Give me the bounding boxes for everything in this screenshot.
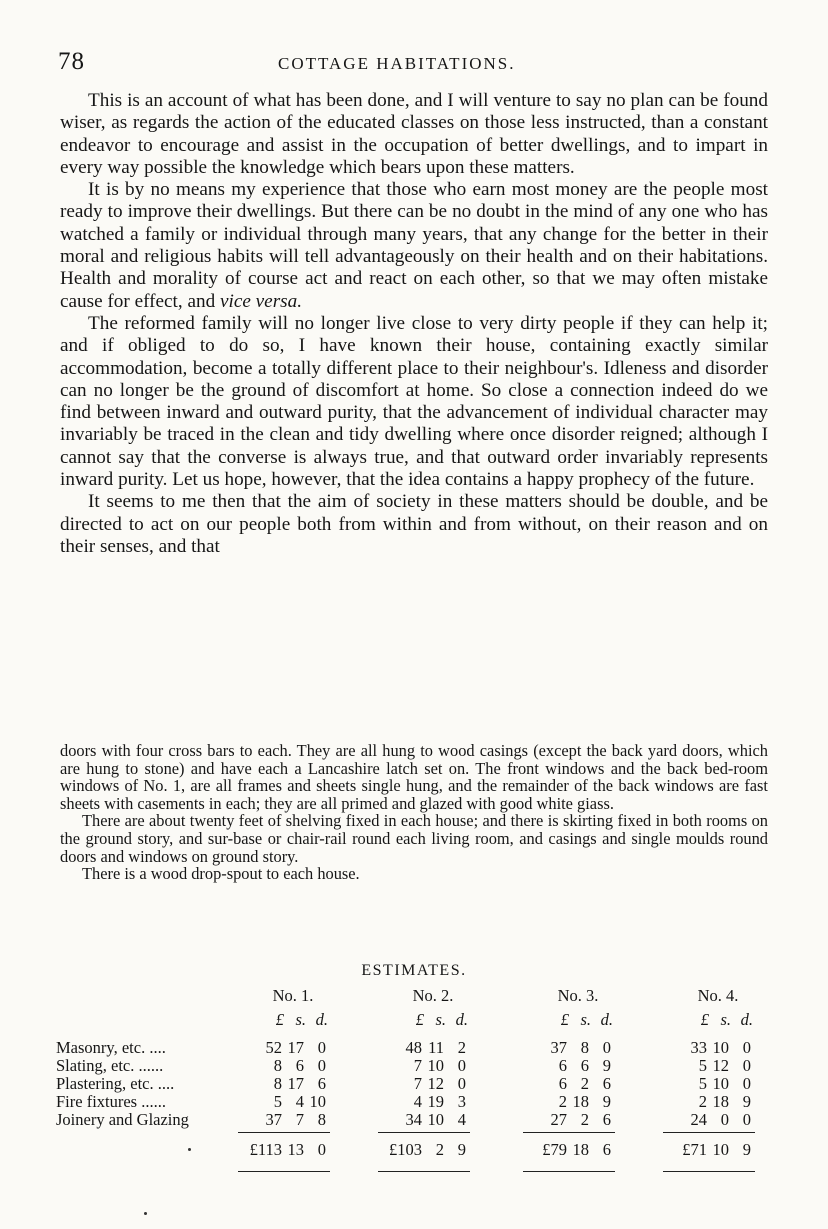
amount-cell: 5 — [273, 1092, 282, 1111]
estimates-title — [0, 962, 828, 980]
page-header — [58, 48, 770, 76]
column-header: No. 2. — [412, 986, 454, 1005]
column-header: No. 1. — [272, 986, 314, 1005]
total-cell: £113 — [249, 1140, 282, 1159]
total-cell: £79 — [542, 1140, 567, 1159]
amount-cell: 18 — [572, 1092, 589, 1111]
row-label: Masonry, etc. .... — [56, 1038, 166, 1057]
unit-label: d. — [600, 1010, 613, 1029]
amount-cell: 2 — [558, 1092, 567, 1111]
row-label: Slating, etc. ...... — [56, 1056, 164, 1075]
amount-cell: 6 — [602, 1074, 611, 1093]
amount-cell: 4 — [413, 1092, 422, 1111]
amount-cell: 4 — [457, 1110, 466, 1129]
amount-cell: 0 — [742, 1038, 751, 1057]
total-rule — [523, 1171, 615, 1172]
print-dot — [188, 1148, 191, 1151]
italic-phrase: vice versa. — [219, 290, 303, 312]
total-cell: 13 — [287, 1140, 304, 1159]
unit-label: £ — [560, 1010, 569, 1029]
sum-rule — [238, 1132, 330, 1133]
amount-cell: 17 — [287, 1074, 304, 1093]
unit-label: £ — [700, 1010, 709, 1029]
amount-cell: 0 — [742, 1074, 751, 1093]
row-label: Plastering, etc. .... — [56, 1074, 175, 1093]
unit-label: s. — [580, 1010, 591, 1029]
print-dot — [144, 1212, 147, 1215]
amount-cell: 37 — [265, 1110, 282, 1129]
amount-cell: 8 — [317, 1110, 326, 1129]
amount-cell: 10 — [309, 1092, 326, 1111]
amount-cell: 0 — [742, 1110, 751, 1129]
unit-label: s. — [435, 1010, 446, 1029]
amount-cell: 2 — [457, 1038, 466, 1057]
paragraph — [60, 179, 768, 313]
amount-cell: 8 — [273, 1074, 282, 1093]
amount-cell: 0 — [457, 1074, 466, 1093]
amount-cell: 6 — [602, 1110, 611, 1129]
amount-cell: 9 — [602, 1056, 611, 1075]
total-cell: 2 — [435, 1140, 444, 1159]
amount-cell: 12 — [427, 1074, 444, 1093]
amount-cell: 2 — [580, 1074, 589, 1093]
amount-cell: 6 — [580, 1056, 589, 1075]
amount-cell: 19 — [427, 1092, 444, 1111]
amount-cell: 8 — [273, 1056, 282, 1075]
amount-cell: 0 — [602, 1038, 611, 1057]
row-label: Fire fixtures ...... — [56, 1092, 166, 1111]
total-cell: 9 — [457, 1140, 466, 1159]
amount-cell: 10 — [427, 1056, 444, 1075]
running-title: COTTAGE HABITATIONS. — [278, 54, 516, 73]
amount-cell: 17 — [287, 1038, 304, 1057]
amount-cell: 0 — [317, 1056, 326, 1075]
amount-cell: 9 — [602, 1092, 611, 1111]
unit-label: £ — [275, 1010, 284, 1029]
amount-cell: 6 — [317, 1074, 326, 1093]
amount-cell: 24 — [690, 1110, 707, 1129]
row-label: Joinery and Glazing — [56, 1110, 189, 1129]
amount-cell: 0 — [457, 1056, 466, 1075]
amount-cell: 0 — [742, 1056, 751, 1075]
sum-rule — [523, 1132, 615, 1133]
amount-cell: 6 — [558, 1074, 567, 1093]
total-cell: 6 — [602, 1140, 611, 1159]
amount-cell: 7 — [295, 1110, 304, 1129]
amount-cell: 34 — [405, 1110, 422, 1129]
amount-cell: 12 — [712, 1056, 729, 1075]
amount-cell: 6 — [295, 1056, 304, 1075]
paragraph: doors with four cross bars to each. They are all hung to wood casings (except the back yard doors, which are hung to stone) and have each a Lancashire latch set on. The front windows and the back bed-room windows of No. 1, are all frames and sheets single hung, and the remainder of the back windows are fast sheets with casements in each; they are all primed and glazed with good white giass. — [60, 741, 768, 813]
total-cell: £103 — [389, 1140, 422, 1159]
total-rule — [238, 1171, 330, 1172]
unit-label: d. — [315, 1010, 328, 1029]
amount-cell: 33 — [690, 1038, 707, 1057]
amount-cell: 2 — [698, 1092, 707, 1111]
amount-cell: 52 — [265, 1038, 282, 1057]
paragraph: This is an account of what has been done, and I will venture to say no plan can be found wiser, as regards the action of the educated classes on those less instructed, than a constant endeavor to encourage and assist in the occupation of better dwellings, and to impart in every way possible the knowledge which bears upon these matters. — [60, 90, 768, 178]
amount-cell: 9 — [742, 1092, 751, 1111]
page-number: 78 — [58, 48, 85, 75]
amount-cell: 10 — [712, 1038, 729, 1057]
total-cell: 9 — [742, 1140, 751, 1159]
amount-cell: 7 — [413, 1074, 422, 1093]
total-cell: £71 — [682, 1140, 707, 1159]
amount-cell: 11 — [428, 1038, 444, 1057]
sum-rule — [378, 1132, 470, 1133]
amount-cell: 4 — [295, 1092, 304, 1111]
estimates-title-text: ESTIMATES. — [361, 962, 467, 979]
amount-cell: 0 — [317, 1038, 326, 1057]
total-rule — [378, 1171, 470, 1172]
unit-label: d. — [455, 1010, 468, 1029]
paragraph-text: It is by no means my experience that those who earn most money are the people most ready to improve their dwellings. But there can be no doubt in the mind of any one who has watched a family or individual through many years, that any change for the better in their moral and religious habits will tell advantageously on their health and on their habitations. Health and morality of course act and react on each other, so that we may often mistake cause for effect, and — [60, 179, 768, 312]
amount-cell: 2 — [580, 1110, 589, 1129]
total-cell: 0 — [317, 1140, 326, 1159]
sum-rule — [663, 1132, 755, 1133]
column-header: No. 4. — [697, 986, 739, 1005]
amount-cell: 5 — [698, 1056, 707, 1075]
unit-label: s. — [720, 1010, 731, 1029]
amount-cell: 18 — [712, 1092, 729, 1111]
amount-cell: 37 — [550, 1038, 567, 1057]
main-text — [60, 90, 768, 558]
unit-label: d. — [740, 1010, 753, 1029]
amount-cell: 6 — [558, 1056, 567, 1075]
amount-cell: 3 — [457, 1092, 466, 1111]
paragraph: The reformed family will no longer live close to very dirty people if they can help it; and if obliged to do so, I have known their house, containing exactly similar accommodation, become a totally different place to their neighbour's. Idleness and disorder can no longer be the ground of discomfort at home. So close a connection indeed do we find between inward and outward purity, that the advancement of individual character may invariably be traced in the clean and tidy dwelling where once disorder reigned; although I cannot say that the converse is always true, and that outward order invariably represents inward purity. Let us hope, however, that the idea contains a happy prophecy of the future. — [60, 312, 768, 491]
amount-cell: 48 — [405, 1038, 422, 1057]
amount-cell: 7 — [413, 1056, 422, 1075]
total-cell: 18 — [572, 1140, 589, 1159]
amount-cell: 8 — [580, 1038, 589, 1057]
column-header: No. 3. — [557, 986, 599, 1005]
paragraph: There are about twenty feet of shelving fixed in each house; and there is skirting fixed in both rooms on the ground story, and sur-base or chair-rail round each living room, and casings and single moulds round doors and windows on ground story. — [60, 811, 768, 866]
amount-cell: 10 — [712, 1074, 729, 1093]
amount-cell: 0 — [720, 1110, 729, 1129]
paragraph: There is a wood drop-spout to each house. — [82, 864, 360, 884]
paragraph: It seems to me then that the aim of society in these matters should be double, and be directed to act on our people both from within and from without, on their reason and on their senses, and that — [60, 491, 768, 557]
total-cell: 10 — [712, 1140, 729, 1159]
amount-cell: 27 — [550, 1110, 567, 1129]
unit-label: £ — [415, 1010, 424, 1029]
amount-cell: 10 — [427, 1110, 444, 1129]
amount-cell: 5 — [698, 1074, 707, 1093]
specification-text — [60, 742, 768, 883]
total-rule — [663, 1171, 755, 1172]
unit-label: s. — [295, 1010, 306, 1029]
